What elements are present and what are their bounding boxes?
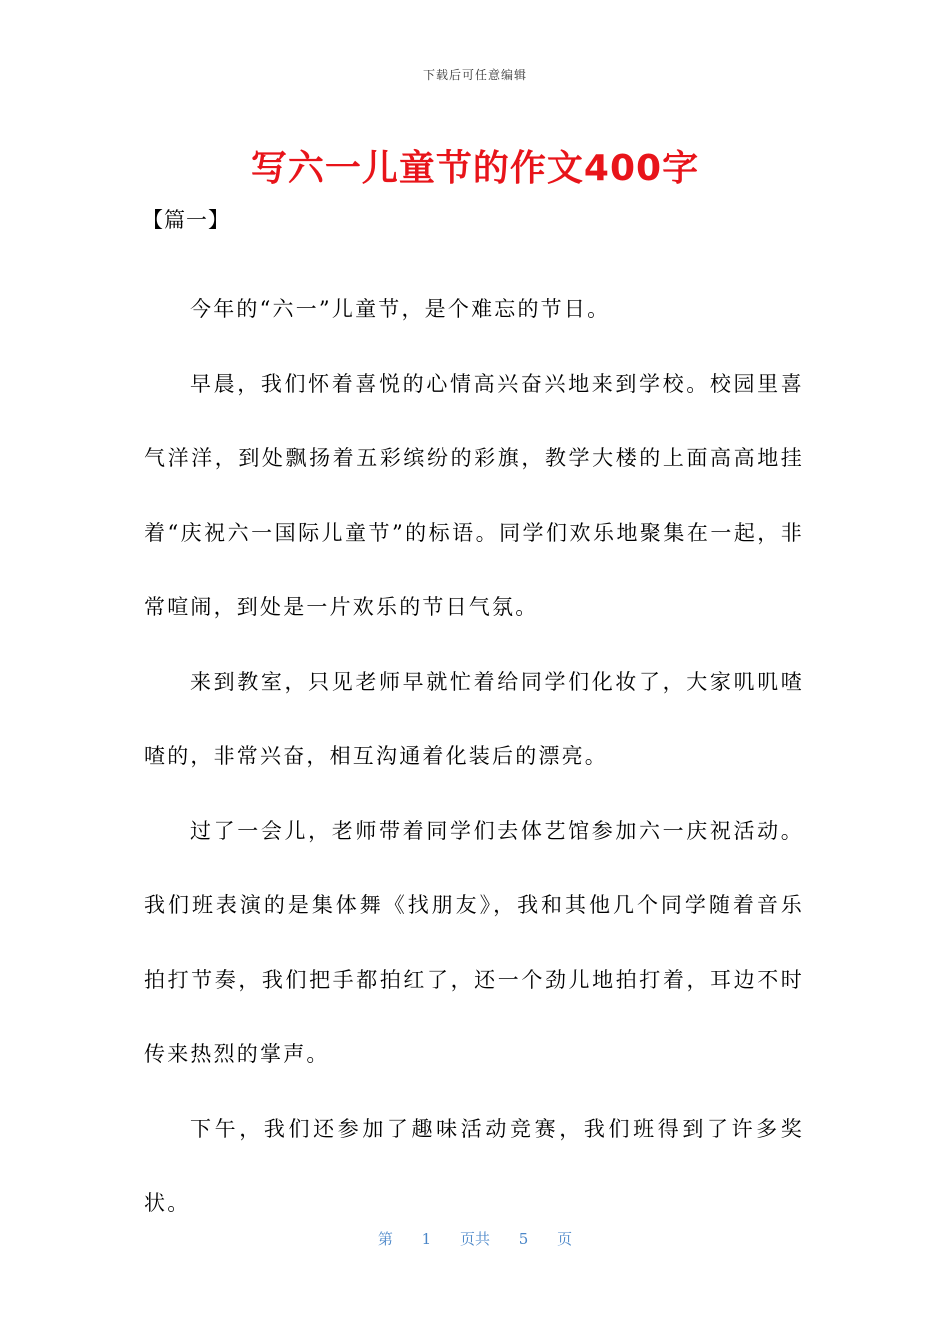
page-footer — [0, 1228, 950, 1249]
paragraph: 来到教室，只见老师早就忙着给同学们化妆了，大家叽叽喳喳的，非常兴奋，相互沟通着化装后的漂亮。 — [144, 669, 804, 768]
page-middle: 页共 — [459, 1230, 490, 1248]
header-note: 下载后可任意编辑 — [422, 68, 527, 82]
page-prefix: 第 — [377, 1230, 393, 1248]
paragraph: 过了一会儿，老师带着同学们去体艺馆参加六一庆祝活动。我们班表演的是集体舞《找朋友》，我和其他几个同学随着音乐拍打节奏，我们把手都拍红了，还一个劲儿地拍打着，耳边不时传来热烈的掌声。 — [144, 818, 804, 1066]
paragraph: 今年的“六一”儿童节，是个难忘的节日。 — [190, 297, 611, 321]
paragraph: 早晨，我们怀着喜悦的心情高兴奋兴地来到学校。校园里喜气洋洋，到处飘扬着五彩缤纷的彩旗，教学大楼的上面高高地挂着“庆祝六一国际儿童节”的标语。同学们欢乐地聚集在一起，非常喧闹，到处是一片欢乐的节日气氛。 — [144, 371, 804, 619]
document-body — [144, 272, 804, 1241]
page-suffix: 页 — [557, 1230, 573, 1248]
section-label: 【篇一】 — [142, 208, 230, 232]
document-title: 写六一儿童节的作文400字 — [250, 148, 700, 189]
page-total: 5 — [518, 1230, 529, 1248]
page-number: 1 — [421, 1230, 432, 1248]
paragraph: 下午，我们还参加了趣味活动竞赛，我们班得到了许多奖状。 — [144, 1116, 804, 1215]
